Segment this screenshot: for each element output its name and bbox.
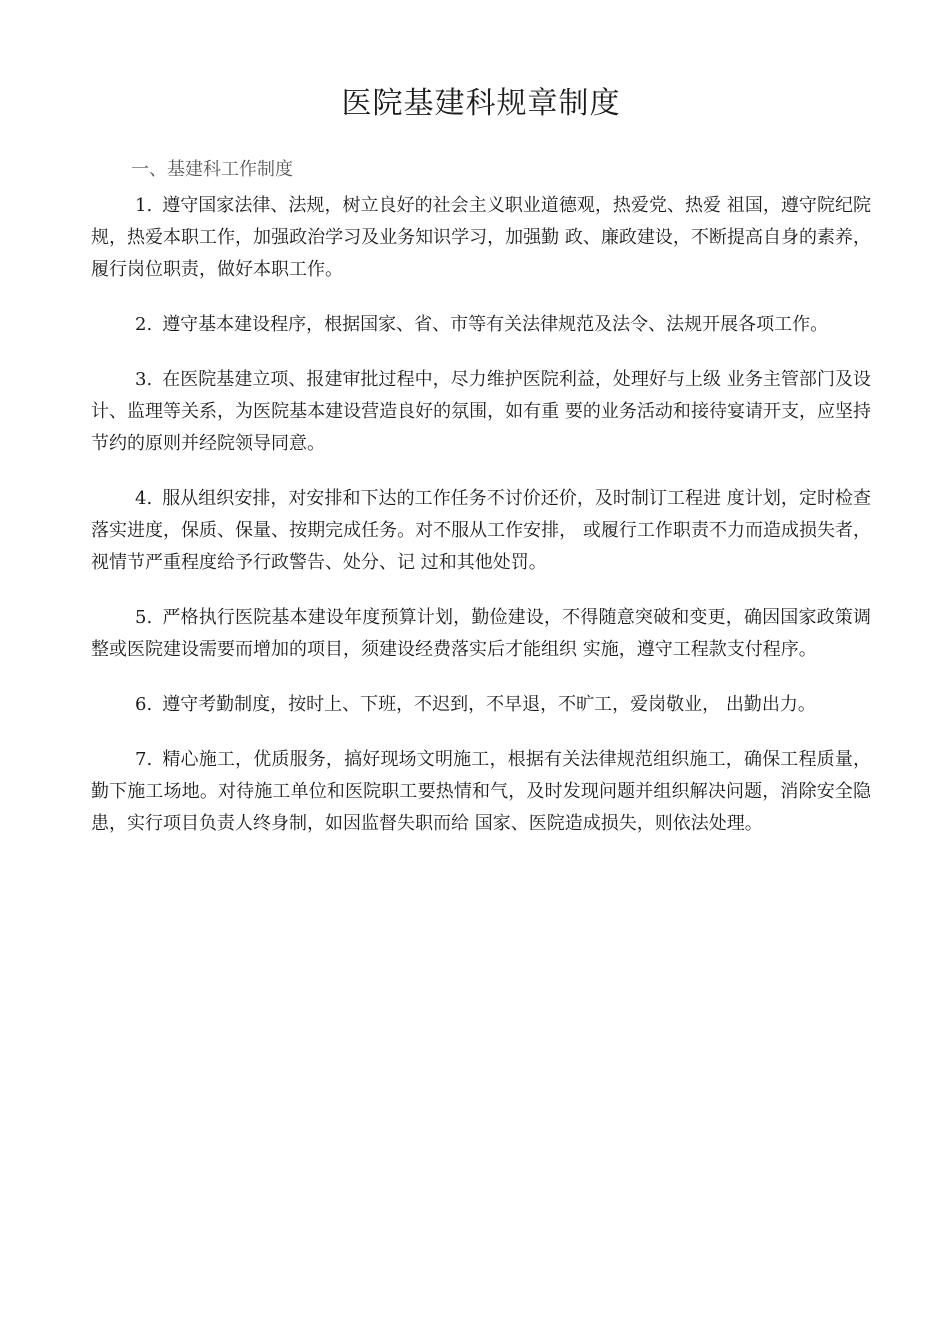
clause-6 — [91, 689, 871, 721]
clause-text: 在医院基建立项、报建审批过程中，尽力维护医院利益，处理好与上级 业务主管部门及设计、监理等关系，为医院基本建设营造良好的氛围，如有重 要的业务活动和接待宴请开支，应坚持节约的原则并经院领导同意。 — [91, 369, 871, 454]
clause-number: 1. — [135, 195, 153, 216]
clause-text: 严格执行医院基本建设年度预算计划，勤俭建设，不得随意突破和变更，确因国家政策调整或医院建设需要而增加的项目，须建设经费落实后才能组织 实施，遵守工程款支付程序。 — [91, 607, 871, 660]
clause-text: 服从组织安排，对安排和下达的工作任务不讨价还价，及时制订工程进 度计划，定时检查落实进度，保质、保量、按期完成任务。对不服从工作安排， 或履行工作职责不力而造成损失者，视情节严重程度给予行政警告、处分、记 过和其他处罚。 — [91, 488, 871, 573]
clause-number: 2. — [135, 314, 153, 335]
clause-1 — [91, 190, 871, 286]
clause-number: 5. — [135, 607, 153, 628]
clause-7 — [91, 744, 871, 840]
clause-4 — [91, 483, 871, 579]
clause-3 — [91, 364, 871, 460]
clause-number: 7. — [135, 749, 153, 770]
clause-number: 3. — [135, 369, 153, 390]
clause-number: 4. — [135, 488, 153, 509]
clause-number: 6. — [135, 694, 153, 715]
section-heading: 一、基建科工作制度 — [131, 159, 293, 180]
clause-text: 遵守国家法律、法规，树立良好的社会主义职业道德观，热爱党、热爱 祖国，遵守院纪院规，热爱本职工作，加强政治学习及业务知识学习，加强勤 政、廉政建设，不断提高自身的素养，履行岗位职责，做好本职工作。 — [91, 195, 871, 280]
clause-text: 遵守基本建设程序，根据国家、省、市等有关法律规范及法令、法规开展各项工作。 — [162, 314, 829, 335]
document-title: 医院基建科规章制度 — [341, 86, 621, 121]
document-page — [91, 80, 871, 863]
clause-text: 遵守考勤制度，按时上、下班，不迟到，不早退，不旷工，爱岗敬业， 出勤出力。 — [162, 694, 816, 715]
clause-5 — [91, 602, 871, 666]
clause-text: 精心施工，优质服务，搞好现场文明施工，根据有关法律规范组织施工，确保工程质量，勤下施工场地。对待施工单位和医院职工要热情和气，及时发现问题并组织解决问题，消除安全隐患，实行项目负责人终身制，如因监督失职而给 国家、医院造成损失，则依法处理。 — [91, 749, 871, 834]
clause-2 — [91, 309, 871, 341]
